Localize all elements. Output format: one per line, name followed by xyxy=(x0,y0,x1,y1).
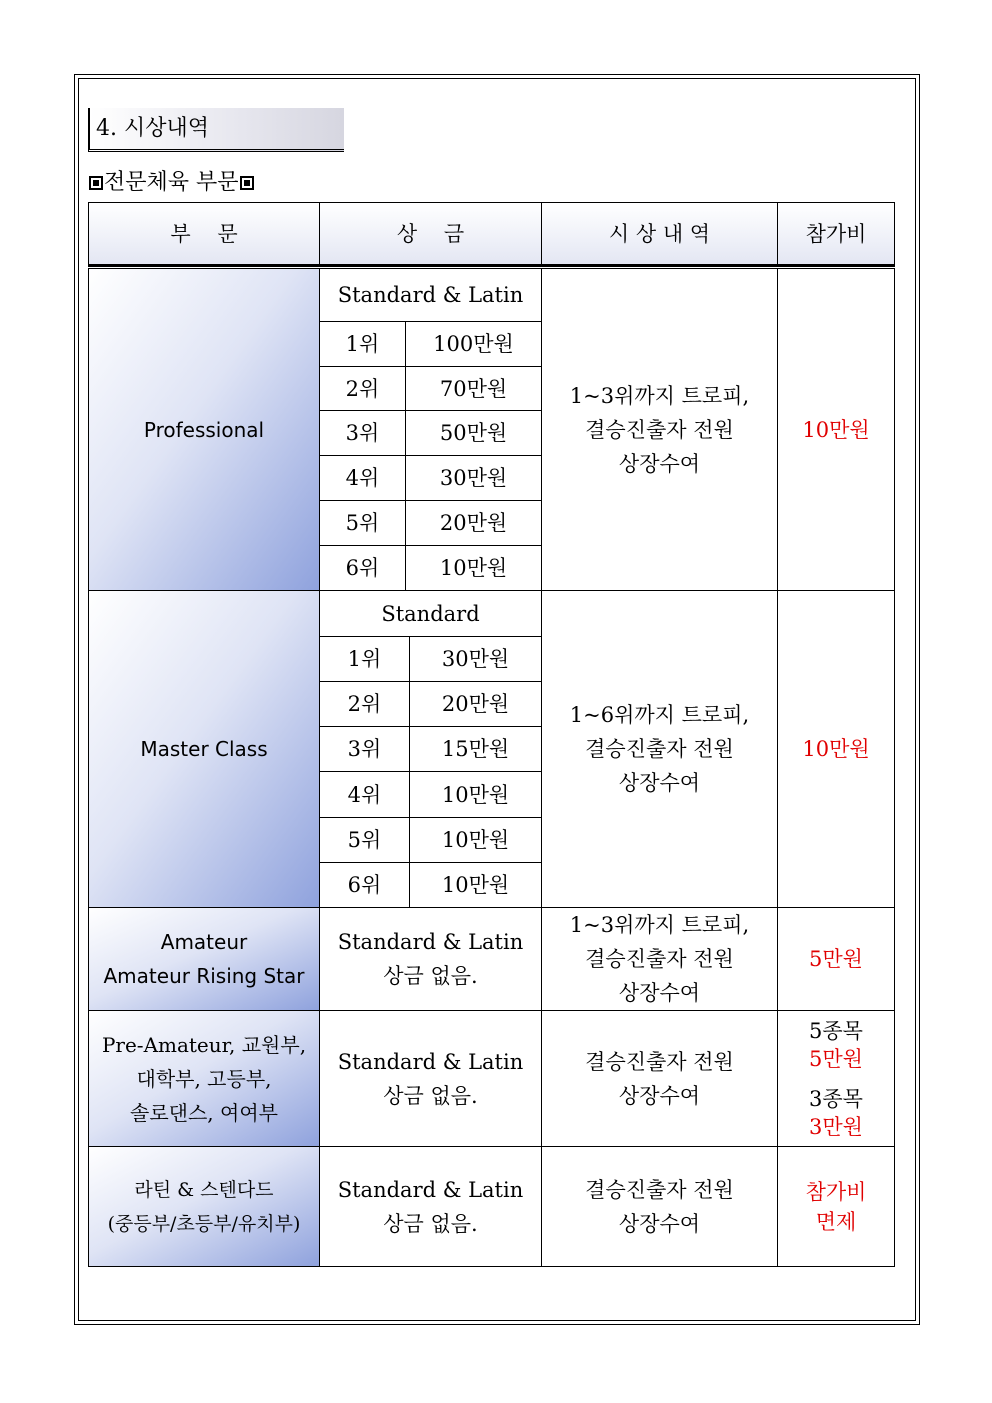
header-award xyxy=(541,202,778,266)
master-style xyxy=(319,590,542,637)
header-divider xyxy=(88,264,895,267)
fee-value: 5만원 xyxy=(809,947,863,971)
category-line: Pre-Amateur, 교원부, xyxy=(101,1032,307,1057)
amateur-prize xyxy=(319,907,542,1011)
table-row-rank: 4위 xyxy=(319,771,410,818)
table-row-rank: 2위 xyxy=(319,681,410,727)
professional-award xyxy=(541,268,778,591)
category-line: 라틴 & 스텐다드 xyxy=(134,1178,274,1201)
category-pre-amateur xyxy=(88,1010,320,1147)
fee-value: 면제 xyxy=(815,1209,857,1234)
table-row-prize: 100만원 xyxy=(405,321,542,367)
fee-value: 참가비 xyxy=(805,1179,867,1204)
table-row-prize: 20만원 xyxy=(405,500,542,546)
award-line: 1~6위까지 트로피, xyxy=(569,703,750,727)
pre-amateur-prize xyxy=(319,1010,542,1147)
pre-amateur-fee xyxy=(777,1010,895,1147)
award-line: 1~3위까지 트로피, xyxy=(569,383,750,408)
table-row-prize: 20만원 xyxy=(409,681,542,727)
award-line: 상장수여 xyxy=(618,771,701,795)
square-bullet-icon xyxy=(89,176,103,190)
fee-value: 5만원 xyxy=(809,1046,863,1071)
table-row-prize: 15만원 xyxy=(409,726,542,772)
amateur-award xyxy=(541,907,778,1011)
category-line: Amateur xyxy=(160,930,248,954)
prize-line: Standard & Latin xyxy=(337,930,524,954)
table-row-rank: 1위 xyxy=(319,321,406,367)
table-row-rank: 5위 xyxy=(319,500,406,546)
table-row-prize: 10만원 xyxy=(409,771,542,818)
prize-line: 상금 없음. xyxy=(383,1211,478,1236)
youth-award xyxy=(541,1146,778,1267)
professional-style-label: Standard & Latin xyxy=(337,283,524,307)
header-fee-label: 참가비 xyxy=(805,222,867,246)
youth-prize xyxy=(319,1146,542,1267)
master-award xyxy=(541,590,778,908)
table-row-prize: 10만원 xyxy=(409,817,542,863)
professional-fee xyxy=(777,268,895,591)
section-title: 4. 시상내역 xyxy=(88,108,344,152)
award-line: 상장수여 xyxy=(618,981,701,1005)
header-fee xyxy=(777,202,895,266)
master-fee xyxy=(777,590,895,908)
table-row-prize: 10만원 xyxy=(405,545,542,591)
sub-title xyxy=(88,168,255,198)
youth-fee xyxy=(777,1146,895,1267)
table-row-rank: 6위 xyxy=(319,862,410,908)
fee-label: 3종목 xyxy=(809,1086,863,1111)
award-line: 결승진출자 전원 xyxy=(585,1177,734,1202)
table-row-rank: 2위 xyxy=(319,366,406,411)
table-row-prize: 30만원 xyxy=(405,455,542,501)
award-line: 결승진출자 전원 xyxy=(585,737,734,761)
header-division-label: 부 문 xyxy=(170,222,238,246)
prize-line: 상금 없음. xyxy=(383,1083,478,1108)
award-line: 결승진출자 전원 xyxy=(585,1049,734,1074)
master-style-label: Standard xyxy=(381,601,480,626)
sub-title-text: 전문체육 부문 xyxy=(104,170,239,195)
award-line: 결승진출자 전원 xyxy=(585,947,734,971)
category-youth xyxy=(88,1146,320,1267)
table-row-rank: 1위 xyxy=(319,636,410,682)
pre-amateur-award xyxy=(541,1010,778,1147)
prize-line: Standard & Latin xyxy=(337,1177,524,1202)
table-row-rank: 3위 xyxy=(319,410,406,456)
table-row-prize: 50만원 xyxy=(405,410,542,456)
award-line: 상장수여 xyxy=(618,1083,701,1108)
category-line: 대학부, 고등부, xyxy=(136,1066,272,1091)
award-line: 상장수여 xyxy=(618,1211,701,1236)
professional-style xyxy=(319,268,542,322)
category-master-class-label: Master Class xyxy=(140,737,268,761)
category-master-class xyxy=(88,590,320,908)
category-line: (중등부/초등부/유치부) xyxy=(107,1212,301,1235)
category-professional xyxy=(88,268,320,591)
award-line: 1~3위까지 트로피, xyxy=(569,913,750,937)
square-bullet-icon xyxy=(240,176,254,190)
table-row-prize: 30만원 xyxy=(409,636,542,682)
header-prize-label: 상 금 xyxy=(396,222,465,246)
prize-line: Standard & Latin xyxy=(337,1049,524,1074)
amateur-fee xyxy=(777,907,895,1011)
header-prize xyxy=(319,202,542,266)
fee-label: 5종목 xyxy=(809,1018,863,1043)
category-amateur xyxy=(88,907,320,1011)
fee-value: 10만원 xyxy=(802,737,870,761)
table-row-rank: 3위 xyxy=(319,726,410,772)
category-line: 솔로댄스, 여여부 xyxy=(130,1100,278,1125)
category-professional-label: Professional xyxy=(143,417,265,442)
table-row-rank: 6위 xyxy=(319,545,406,591)
prize-line: 상금 없음. xyxy=(383,964,478,988)
table-row-rank: 5위 xyxy=(319,817,410,863)
table-row-rank: 4위 xyxy=(319,455,406,501)
category-line: Amateur Rising Star xyxy=(103,964,305,988)
award-line: 결승진출자 전원 xyxy=(585,417,734,442)
fee-value: 3만원 xyxy=(809,1114,863,1139)
header-award-label: 시 상 내 역 xyxy=(608,222,711,246)
table-row-prize: 10만원 xyxy=(409,862,542,908)
award-line: 상장수여 xyxy=(618,451,701,476)
header-division xyxy=(88,202,320,266)
table-row-prize: 70만원 xyxy=(405,366,542,411)
fee-value: 10만원 xyxy=(802,417,870,442)
